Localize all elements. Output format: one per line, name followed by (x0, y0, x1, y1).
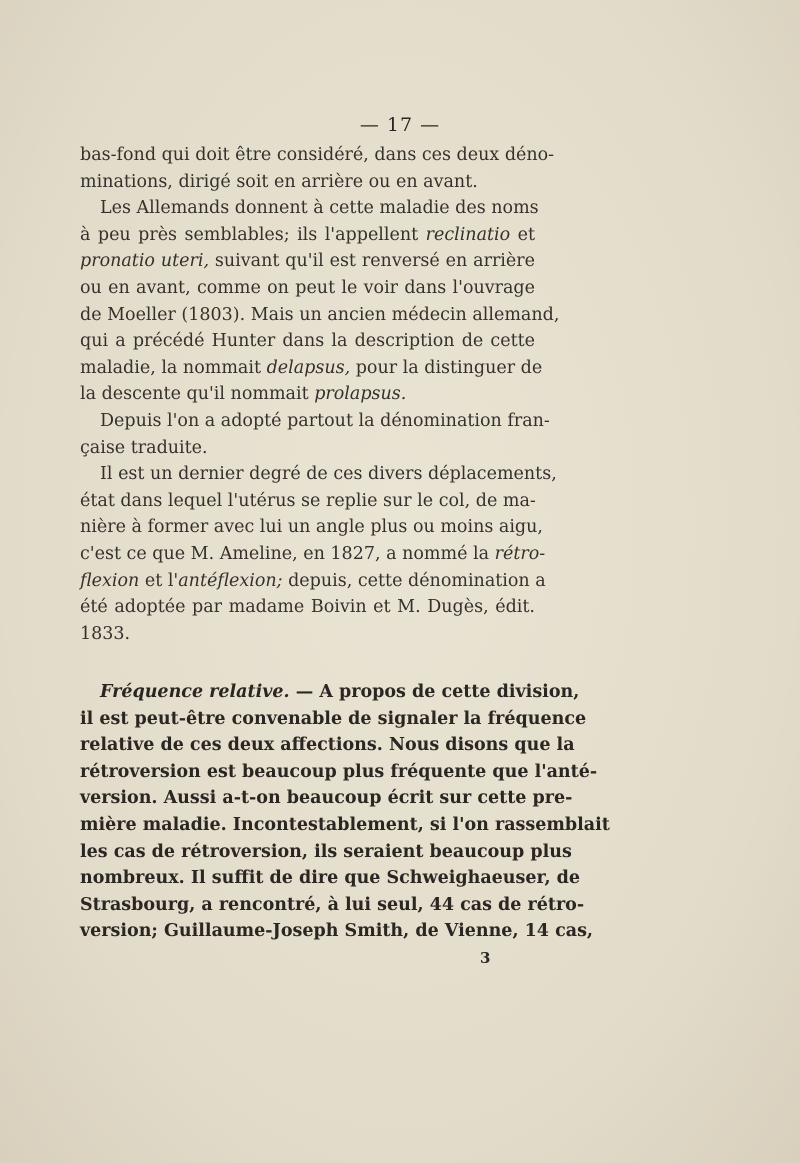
text-line (80, 461, 557, 488)
text-line (80, 759, 598, 786)
text-line (80, 355, 543, 382)
line-text: Depuis l'on a adopté partout la dénomination fran- (100, 410, 550, 431)
italic-term: flexion (80, 570, 140, 591)
line-text: version. Aussi a-t-on beaucoup écrit sur cette pre- (80, 788, 573, 809)
text-line (80, 328, 535, 355)
italic-term: prolapsus. (314, 384, 407, 405)
line-text: à peu près semblables; ils l'appellent (80, 224, 426, 245)
line-text: rétroversion est beaucoup plus fréquente que l'anté- (80, 761, 598, 782)
page-number: — 17 — (359, 114, 441, 136)
line-text: — A propos de cette division, (289, 682, 580, 702)
text-line (80, 514, 543, 541)
text-line (80, 408, 550, 435)
line-text: çaise traduite. (80, 437, 208, 458)
line-text: Il est un dernier degré de ces divers déplacements, (100, 464, 557, 485)
text-line (80, 195, 539, 222)
italic-term: reclinatio (425, 224, 511, 245)
text-line (80, 865, 581, 892)
italic-term: Fréquence relative. (100, 682, 290, 702)
line-text: nière à former avec lui un angle plus ou moins aigu, (80, 517, 543, 538)
line-text: Les Allemands donnent à cette maladie des noms (100, 198, 539, 219)
text-line (80, 918, 594, 945)
line-text: ou en avant, comme on peut le voir dans l'ouvrage (80, 277, 535, 298)
line-text: il est peut-être convenable de signaler la fréquence (80, 708, 587, 729)
line-text: état dans lequel l'utérus se replie sur le col, de ma- (80, 490, 536, 511)
line-text: été adoptée par madame Boivin et M. Dugès, édit. (80, 597, 535, 618)
line-text: 1833. (80, 623, 131, 644)
text-line (80, 839, 572, 866)
line-text: c'est ce que M. Ameline, en 1827, a nommé la (80, 543, 495, 564)
line-text: mière maladie. Incontestablement, si l'on rassemblait (80, 814, 610, 835)
line-text: maladie, la nommait (80, 357, 267, 378)
text-line (80, 568, 546, 595)
text-line (80, 222, 535, 249)
text-line (80, 679, 580, 706)
signature-mark: 3 (480, 949, 491, 967)
text-line (80, 142, 555, 169)
line-text: pour la distinguer de (350, 357, 543, 378)
line-text: depuis, cette dénomination a (282, 570, 546, 591)
text-line (80, 169, 535, 196)
line-text: de Moeller (1803). Mais un ancien médecin allemand, (80, 304, 560, 325)
text-line (80, 248, 535, 275)
line-text: minations, dirigé soit en arrière ou en avant. (80, 171, 478, 192)
italic-term: delapsus, (266, 357, 351, 378)
text-line (80, 892, 585, 919)
text-line (80, 785, 573, 812)
italic-term: rétro- (494, 543, 546, 564)
line-text: et l' (139, 570, 179, 591)
paragraph-block-etymology (80, 142, 560, 647)
text-line (80, 381, 535, 408)
text-line (80, 541, 546, 568)
italic-term: pronatio uteri, (80, 251, 210, 272)
line-text: la descente qu'il nommait (80, 384, 315, 405)
italic-term: antéflexion; (178, 570, 283, 591)
line-text: Strasbourg, a rencontré, à lui seul, 44 cas de rétro- (80, 894, 585, 915)
text-line (80, 488, 535, 515)
line-text: nombreux. Il suffit de dire que Schweighaeuser, de (80, 868, 581, 889)
line-text: les cas de rétroversion, ils seraient beaucoup plus (80, 841, 572, 862)
text-line (80, 435, 535, 462)
text-line (80, 594, 535, 621)
text-line (80, 621, 535, 648)
text-line (80, 275, 535, 302)
text-line (80, 706, 587, 733)
line-text: relative de ces deux affections. Nous disons que la (80, 735, 575, 756)
paragraph-block-frequency (80, 679, 610, 945)
line-text: et (510, 224, 536, 245)
text-line (80, 302, 560, 329)
text-line (80, 732, 575, 759)
line-text: version; Guillaume-Joseph Smith, de Vienne, 14 cas, (80, 921, 594, 942)
line-text: qui a précédé Hunter dans la description de cette (80, 331, 535, 352)
line-text: bas-fond qui doit être considéré, dans ces deux déno- (80, 145, 555, 165)
line-text: suivant qu'il est renversé en arrière (209, 251, 535, 272)
text-line (80, 812, 610, 839)
